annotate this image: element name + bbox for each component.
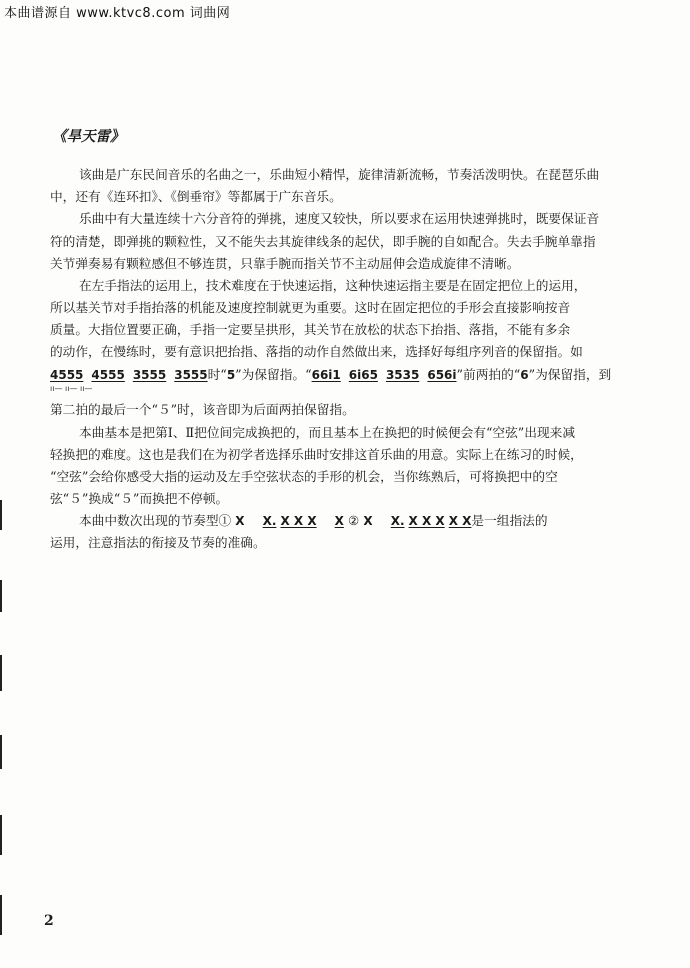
notation-group: 6i65 — [348, 368, 378, 382]
inline-text: ”为保留指。“ — [235, 367, 312, 382]
watermark-header: 本曲谱源自 www.ktvc8.com 词曲网 — [4, 6, 231, 21]
inline-text: ”前两拍的“ — [456, 367, 521, 382]
notation-group: 656i — [427, 368, 457, 382]
paragraph-line: “空弦”会给你感受大指的运动及左手空弦状态的手形的机会，当你练熟后，可将换把中的空 — [50, 469, 558, 484]
paragraph-line: 运用，注意指法的衔接及节奏的准确。 — [50, 535, 266, 550]
paragraph-line: 第二拍的最后一个“５”时，该音即为后面两拍保留指。 — [50, 402, 355, 417]
note-six: 6 — [520, 368, 529, 382]
paragraph-line: 本曲基本是把第Ⅰ、Ⅱ把位间完成换把的，而且基本上在换把的时候便会有“空弦”出现来减 — [79, 425, 576, 440]
notation-group: 3555 — [174, 368, 208, 382]
notation-line — [50, 366, 650, 384]
rhythm-symbol: X — [235, 514, 245, 528]
paragraph-line: 在左手指法的运用上，技术难度在于快速运指，这种快速运指主要是在固定把位上的运用， — [79, 278, 587, 293]
notation-group: 4555 — [50, 368, 84, 382]
beat-marks: ıı— ıı— ıı— — [50, 384, 93, 393]
inline-text: ”为保留指，到 — [528, 367, 612, 382]
rhythm-symbol: X X — [448, 514, 472, 528]
paragraph-line: 该曲是广东民间音乐的名曲之一，乐曲短小精悍，旋律清新流畅，节奏活泼明快。在琵琶乐曲 — [79, 167, 600, 182]
scan-edge-mark — [0, 735, 2, 769]
paragraph-line: 的动作，在慢练时，要有意识把抬指、落指的动作自然做出来，选择好每组序列音的保留指。如 — [50, 344, 583, 359]
piece-title: 《旱天雷》 — [52, 128, 125, 145]
scan-edge-mark — [0, 815, 2, 855]
page-number: 2 — [44, 913, 54, 929]
rhythm-line — [79, 512, 650, 530]
paragraph-line: 关节弹奏易有颗粒感但不够连贯，只靠手腕而指关节不主动屈伸会造成旋律不清晰。 — [50, 256, 520, 271]
rhythm-symbol: X X X — [408, 514, 445, 528]
scan-edge-mark — [0, 580, 2, 612]
notation-group: 4555 — [91, 368, 125, 382]
scan-edge-mark — [0, 500, 2, 530]
scan-edge-mark — [0, 895, 2, 935]
paragraph-line: 弦“５”换成“５”而换把不停顿。 — [50, 491, 229, 506]
rhythm-symbol: X. — [390, 514, 405, 528]
paragraph-line: 质量。大指位置要正确，手指一定要呈拱形，其关节在放松的状态下抬指、落指，不能有多余 — [50, 322, 571, 337]
paragraph-line: 乐曲中有大量连续十六分音符的弹挑，速度又较快，所以要求在运用快速弹挑时，既要保证音 — [79, 211, 600, 226]
inline-text: 是一组指法的 — [471, 513, 548, 528]
paragraph-line: 符的清楚，即弹挑的颗粒性，又不能失去其旋律线条的起伏，即手腕的自如配合。失去手腕单靠指 — [50, 234, 596, 249]
note-five: 5 — [226, 368, 236, 382]
scan-edge-mark — [0, 655, 2, 691]
rhythm-symbol: X — [334, 514, 344, 528]
paragraph-line: 轻换把的难度。这也是我们在为初学者选择乐曲时安排这首乐曲的用意。实际上在练习的时候， — [50, 447, 583, 462]
inline-text: 时“ — [207, 367, 227, 382]
paragraph-line: 中，还有《连环扣》、《倒垂帘》等都属于广东音乐。 — [50, 189, 342, 204]
notation-group: 66i1 — [311, 368, 341, 382]
notation-group: 3555 — [132, 368, 167, 382]
inline-text: 本曲中数次出现的节奏型① — [79, 513, 232, 528]
paragraph-line: 所以基关节对手指抬落的机能及速度控制就更为重要。这时在固定把位的手形会直接影响按音 — [50, 300, 571, 315]
notation-group: 3535 — [385, 368, 420, 382]
rhythm-symbol: X — [363, 514, 373, 528]
inline-text: ② — [347, 513, 360, 528]
rhythm-symbol: X X X — [280, 514, 317, 528]
rhythm-symbol: X. — [262, 514, 277, 528]
